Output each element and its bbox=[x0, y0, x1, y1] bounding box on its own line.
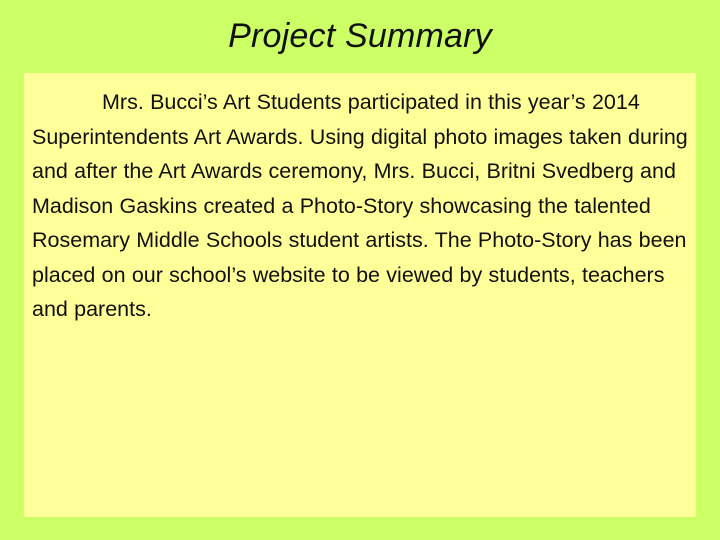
content-box bbox=[24, 73, 696, 517]
slide-title: Project Summary bbox=[228, 17, 492, 55]
summary-paragraph: Mrs. Bucci’s Art Students participated in this year’s 2014 Superintendents Art Awards. Using digital photo images taken during and after the Art Awards ceremony, Mrs. Bucci, Britni Svedberg and Madison Gaskins created a Photo-Story showcasing the talented Rosemary Middle Schools student artists. The Photo-Story has been placed on our school’s website to be viewed by students, teachers and parents. bbox=[32, 90, 688, 321]
